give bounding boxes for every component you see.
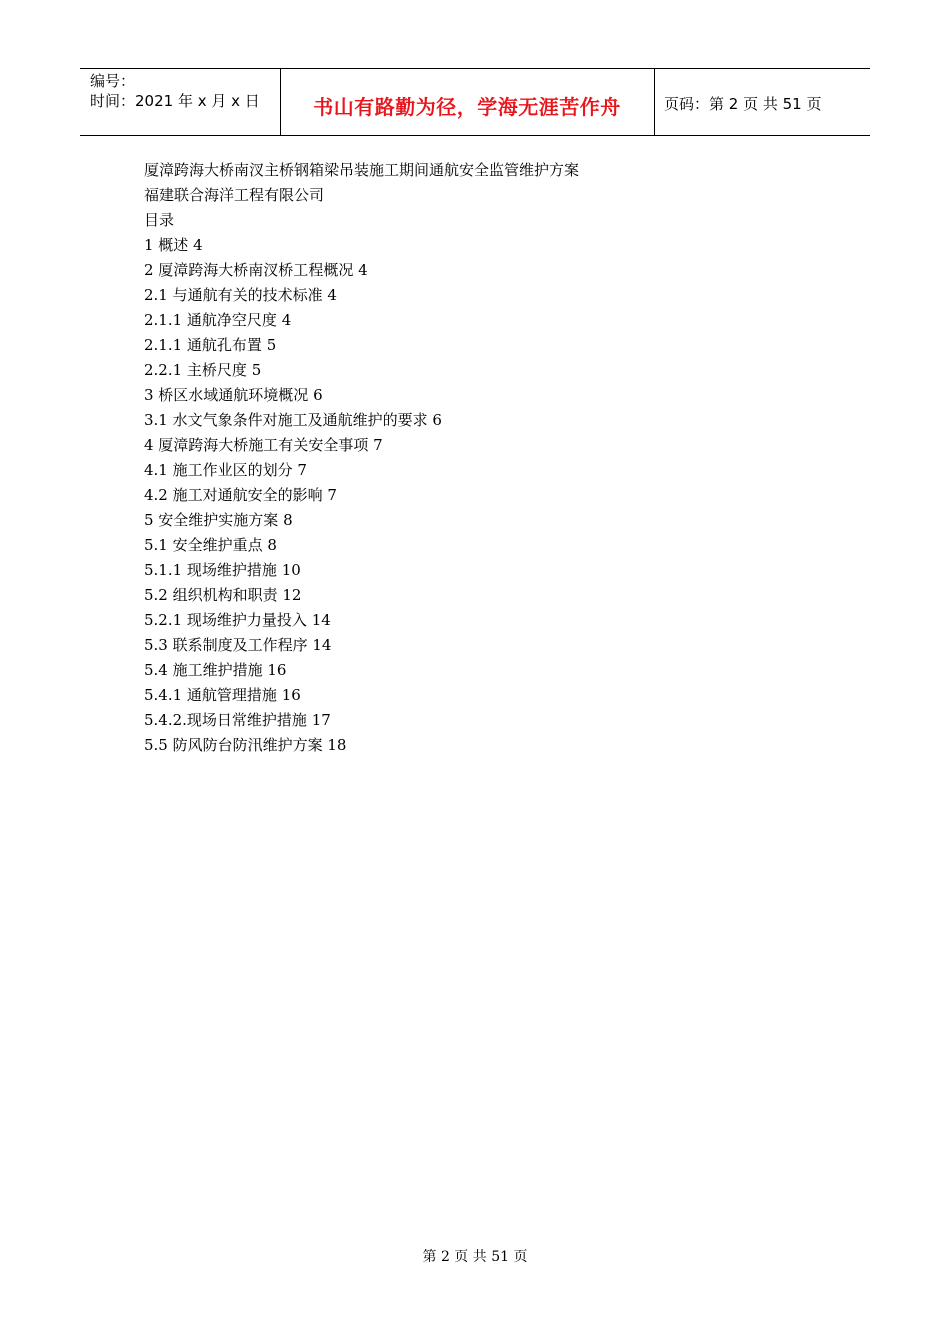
page-footer: 第 2 页 共 51 页 [422, 1249, 528, 1265]
toc-entry[interactable]: 5.2.1 现场维护力量投入 14 [144, 611, 331, 629]
toc-entry[interactable]: 2.1.1 通航孔布置 5 [144, 336, 277, 354]
toc-entry[interactable]: 5.3 联系制度及工作程序 14 [144, 636, 332, 654]
document-number-label: 编号： [90, 72, 136, 90]
document-title: 厦漳跨海大桥南汊主桥钢箱梁吊装施工期间通航安全监管维护方案 [144, 161, 580, 179]
table-of-contents [144, 233, 824, 758]
company-name: 福建联合海洋工程有限公司 [144, 186, 325, 204]
toc-entry[interactable]: 2.1.1 通航净空尺度 4 [144, 311, 292, 329]
toc-entry[interactable]: 5.1 安全维护重点 8 [144, 536, 277, 554]
toc-entry[interactable]: 1 概述 4 [144, 236, 203, 254]
toc-entry[interactable]: 5.1.1 现场维护措施 10 [144, 561, 301, 579]
header-meta [90, 71, 260, 111]
toc-entry[interactable]: 5.4.2.现场日常维护措施 17 [144, 711, 331, 729]
toc-entry[interactable]: 5.4 施工维护措施 16 [144, 661, 287, 679]
toc-entry[interactable]: 3 桥区水域通航环境概况 6 [144, 386, 323, 404]
toc-heading: 目录 [144, 211, 175, 229]
toc-entry[interactable]: 3.1 水文气象条件对施工及通航维护的要求 6 [144, 411, 442, 429]
toc-entry[interactable]: 2 厦漳跨海大桥南汊桥工程概况 4 [144, 261, 368, 279]
toc-entry[interactable]: 5.5 防风防台防汛维护方案 18 [144, 736, 347, 754]
toc-entry[interactable]: 5.2 组织机构和职责 12 [144, 586, 302, 604]
document-body [144, 158, 824, 758]
page-header [80, 68, 870, 136]
toc-entry[interactable]: 4.1 施工作业区的划分 7 [144, 461, 307, 479]
header-divider [654, 69, 655, 135]
header-page-info: 页码：第 2 页 共 51 页 [664, 95, 822, 113]
header-motto: 书山有路勤为径，学海无涯苦作舟 [313, 95, 621, 119]
toc-entry[interactable]: 4.2 施工对通航安全的影响 7 [144, 486, 337, 504]
document-date: 时间：2021 年 x 月 x 日 [90, 92, 260, 110]
toc-entry[interactable]: 2.2.1 主桥尺度 5 [144, 361, 262, 379]
toc-entry[interactable]: 5.4.1 通航管理措施 16 [144, 686, 301, 704]
toc-entry[interactable]: 2.1 与通航有关的技术标准 4 [144, 286, 337, 304]
toc-entry[interactable]: 4 厦漳跨海大桥施工有关安全事项 7 [144, 436, 383, 454]
toc-entry[interactable]: 5 安全维护实施方案 8 [144, 511, 293, 529]
